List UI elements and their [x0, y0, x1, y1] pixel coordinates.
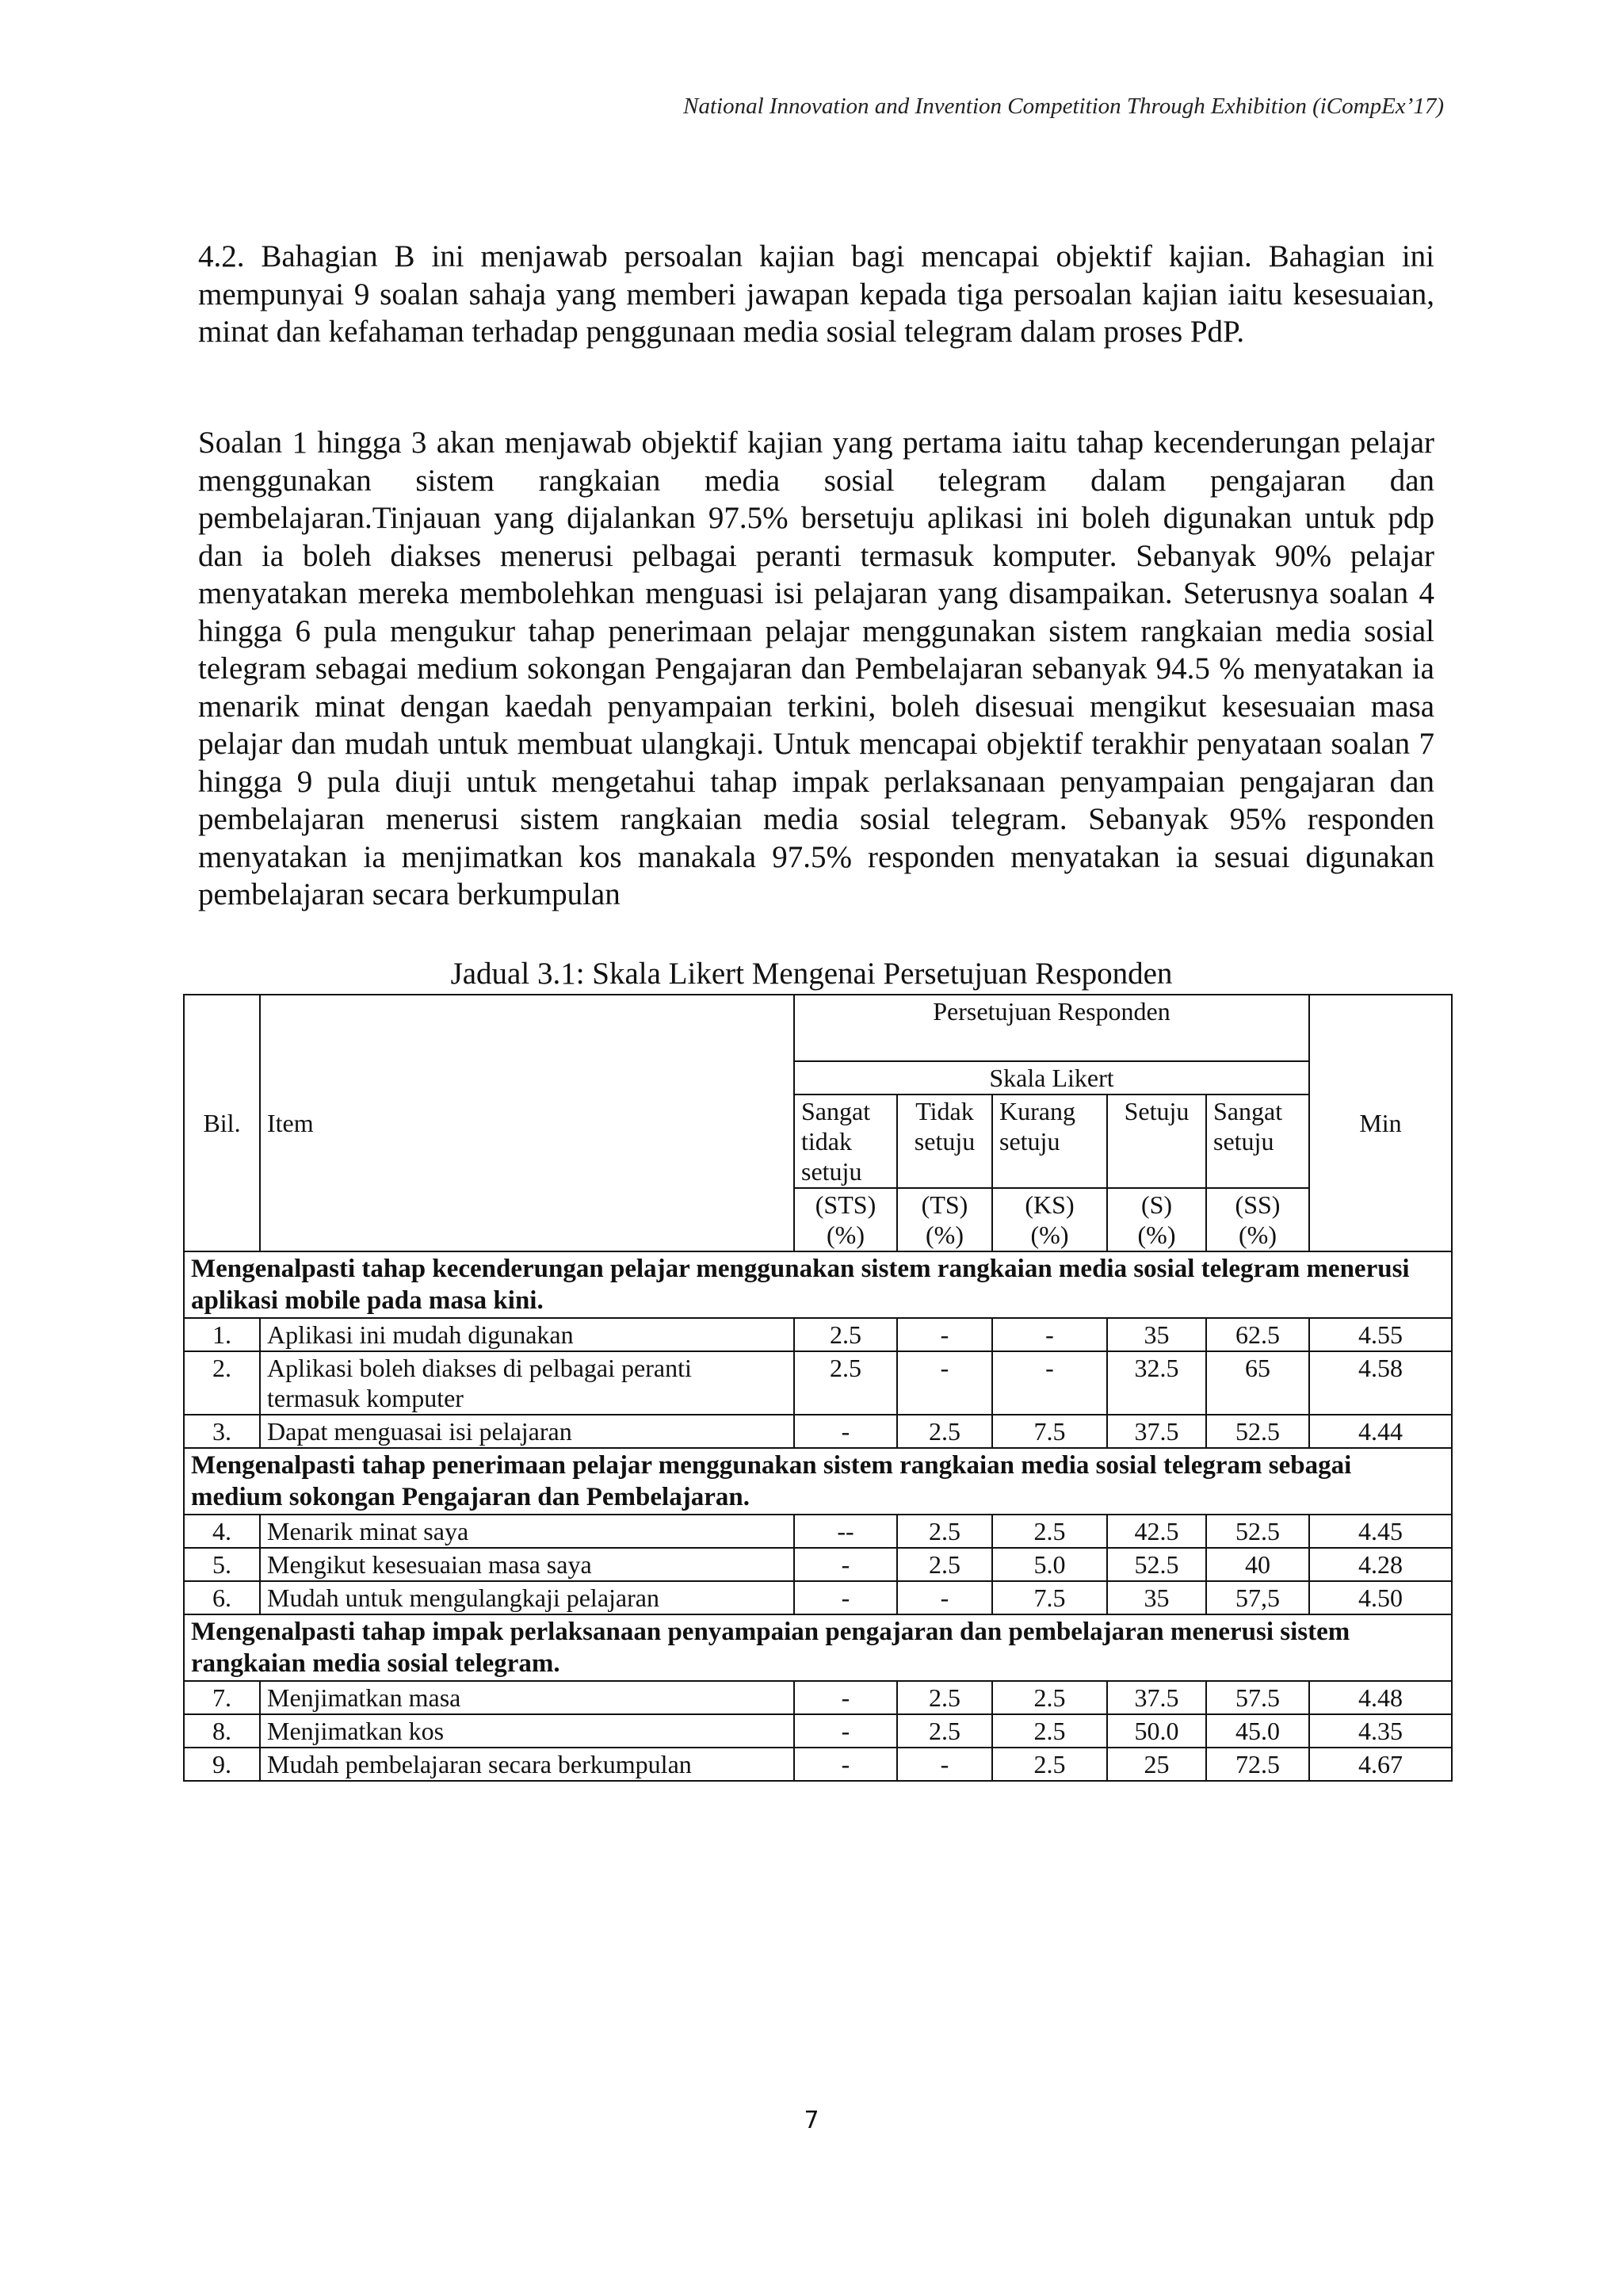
cell-ks: -	[992, 1318, 1107, 1351]
header-col-ks-abbr	[992, 1188, 1107, 1251]
cell-ts: -	[897, 1748, 992, 1781]
table-header-row-group	[184, 995, 1452, 1061]
cell-ks: 5.0	[992, 1548, 1107, 1581]
cell-s: 32.5	[1107, 1351, 1206, 1415]
unit-text: (%)	[1137, 1221, 1176, 1249]
cell-min: 4.35	[1309, 1714, 1452, 1748]
table-row	[184, 1748, 1452, 1781]
cell-ss: 57,5	[1206, 1581, 1309, 1614]
cell-ts: -	[897, 1581, 992, 1614]
table-caption: Jadual 3.1: Skala Likert Mengenai Persetujuan Responden	[450, 957, 1173, 991]
table-row	[184, 1548, 1452, 1581]
cell-min: 4.50	[1309, 1581, 1452, 1614]
cell-s: 35	[1107, 1581, 1206, 1614]
cell-ks: 2.5	[992, 1681, 1107, 1714]
section-row	[184, 1251, 1452, 1318]
abbr-text: (SS)	[1235, 1190, 1281, 1219]
cell-min: 4.67	[1309, 1748, 1452, 1781]
page-number: 7	[804, 2107, 819, 2134]
cell-item: Aplikasi boleh diakses di pelbagai peranti termasuk komputer	[260, 1351, 794, 1415]
header-item: Item	[260, 995, 794, 1251]
cell-ts: 2.5	[897, 1681, 992, 1714]
cell-sts: -	[794, 1548, 897, 1581]
cell-sts: -	[794, 1714, 897, 1748]
cell-item: Menarik minat saya	[260, 1515, 794, 1548]
table-row	[184, 1415, 1452, 1448]
cell-ks: 7.5	[992, 1581, 1107, 1614]
header-col-ks-label: Kurang setuju	[992, 1095, 1107, 1188]
cell-item: Dapat menguasai isi pelajaran	[260, 1415, 794, 1448]
cell-bil: 2.	[184, 1351, 260, 1415]
cell-bil: 4.	[184, 1515, 260, 1548]
cell-bil: 3.	[184, 1415, 260, 1448]
cell-ts: 2.5	[897, 1714, 992, 1748]
cell-s: 42.5	[1107, 1515, 1206, 1548]
unit-text: (%)	[827, 1221, 865, 1249]
cell-item: Menjimatkan masa	[260, 1681, 794, 1714]
header-col-ts-label: Tidak setuju	[897, 1095, 992, 1188]
likert-table	[183, 994, 1453, 1782]
cell-ss: 52.5	[1206, 1415, 1309, 1448]
header-col-ts-abbr	[897, 1188, 992, 1251]
section-title: Mengenalpasti tahap impak perlaksanaan penyampaian pengajaran dan pembelajaran menerusi sistem rangkaian media sosial telegram.	[184, 1614, 1452, 1681]
cell-sts: -	[794, 1748, 897, 1781]
cell-ss: 65	[1206, 1351, 1309, 1415]
table-row	[184, 1681, 1452, 1714]
table-row	[184, 1515, 1452, 1548]
cell-ks: 7.5	[992, 1415, 1107, 1448]
cell-ss: 62.5	[1206, 1318, 1309, 1351]
cell-ss: 52.5	[1206, 1515, 1309, 1548]
likert-table-body	[184, 995, 1452, 1781]
abbr-text: (TS)	[921, 1190, 968, 1219]
header-bil: Bil.	[184, 995, 260, 1251]
cell-s: 37.5	[1107, 1681, 1206, 1714]
cell-bil: 6.	[184, 1581, 260, 1614]
section-row	[184, 1614, 1452, 1681]
unit-text: (%)	[926, 1221, 964, 1249]
section-title: Mengenalpasti tahap penerimaan pelajar menggunakan sistem rangkaian media sosial telegram sebagai medium sokongan Pengajaran dan Pembelajaran.	[184, 1448, 1452, 1515]
unit-text: (%)	[1030, 1221, 1069, 1249]
cell-ss: 45.0	[1206, 1714, 1309, 1748]
cell-s: 25	[1107, 1748, 1206, 1781]
cell-bil: 5.	[184, 1548, 260, 1581]
cell-s: 52.5	[1107, 1548, 1206, 1581]
table-row	[184, 1714, 1452, 1748]
cell-item: Menjimatkan kos	[260, 1714, 794, 1748]
cell-min: 4.55	[1309, 1318, 1452, 1351]
paragraph-results-summary: Soalan 1 hingga 3 akan menjawab objektif kajian yang pertama iaitu tahap kecenderungan pelajar menggunakan sistem rangkaian media sosial telegram dalam pengajaran dan pembelajaran.Tinjauan yang dijalankan 97.5% bersetuju aplikasi ini boleh digunakan untuk pdp dan ia boleh diakses menerusi pelbagai peranti termasuk komputer. Sebanyak 90% pelajar menyatakan mereka membolehkan menguasi isi pelajaran yang disampaikan. Seterusnya soalan 4 hingga 6 pula mengukur tahap penerimaan pelajar menggunakan sistem rangkaian media sosial telegram sebagai medium sokongan Pengajaran dan Pembelajaran sebanyak 94.5 % menyatakan ia menarik minat dengan kaedah penyampaian terkini, boleh disesuai mengikut kesesuaian masa pelajar dan mudah untuk membuat ulangkaji. Untuk mencapai objektif terakhir penyataan soalan 7 hingga 9 pula diuji untuk mengetahui tahap impak perlaksanaan penyampaian pengajaran dan pembelajaran menerusi sistem rangkaian media sosial telegram. Sebanyak 95% responden menyatakan ia menjimatkan kos manakala 97.5% responden menyatakan ia sesuai digunakan pembelajaran secara berkumpulan	[198, 426, 1434, 911]
unit-text: (%)	[1239, 1221, 1277, 1249]
header-skala-likert: Skala Likert	[794, 1061, 1309, 1095]
cell-s: 50.0	[1107, 1714, 1206, 1748]
cell-ts: -	[897, 1351, 992, 1415]
section-row	[184, 1448, 1452, 1515]
cell-min: 4.48	[1309, 1681, 1452, 1714]
cell-min: 4.28	[1309, 1548, 1452, 1581]
cell-ks: 2.5	[992, 1515, 1107, 1548]
cell-sts: 2.5	[794, 1318, 897, 1351]
table-row	[184, 1318, 1452, 1351]
section-title: Mengenalpasti tahap kecenderungan pelajar menggunakan sistem rangkaian media sosial telegram menerusi aplikasi mobile pada masa kini.	[184, 1251, 1452, 1318]
cell-ks: 2.5	[992, 1748, 1107, 1781]
header-col-sts-abbr	[794, 1188, 897, 1251]
paragraph-section-4-2: 4.2. Bahagian B ini menjawab persoalan kajian bagi mencapai objektif kajian. Bahagian ini mempunyai 9 soalan sahaja yang memberi jawapan kepada tiga persoalan kajian iaitu kesesuaian, minat dan kefahaman terhadap penggunaan media sosial telegram dalam proses PdP.	[198, 239, 1434, 349]
cell-bil: 1.	[184, 1318, 260, 1351]
cell-s: 35	[1107, 1318, 1206, 1351]
header-min: Min	[1309, 995, 1452, 1251]
cell-sts: --	[794, 1515, 897, 1548]
cell-s: 37.5	[1107, 1415, 1206, 1448]
header-col-ss-abbr	[1206, 1188, 1309, 1251]
cell-ks: 2.5	[992, 1714, 1107, 1748]
header-col-s-abbr	[1107, 1188, 1206, 1251]
cell-ks: -	[992, 1351, 1107, 1415]
table-row	[184, 1581, 1452, 1614]
header-col-ss-label: Sangat setuju	[1206, 1095, 1309, 1188]
cell-sts: -	[794, 1415, 897, 1448]
cell-item: Aplikasi ini mudah digunakan	[260, 1318, 794, 1351]
cell-item: Mudah untuk mengulangkaji pelajaran	[260, 1581, 794, 1614]
running-header: National Innovation and Invention Competition Through Exhibition (iCompEx’17)	[683, 94, 1444, 119]
cell-sts: -	[794, 1581, 897, 1614]
header-col-sts-label: Sangat tidak setuju	[794, 1095, 897, 1188]
cell-ts: 2.5	[897, 1548, 992, 1581]
abbr-text: (S)	[1140, 1190, 1173, 1219]
cell-sts: -	[794, 1681, 897, 1714]
cell-min: 4.58	[1309, 1351, 1452, 1415]
cell-ts: -	[897, 1318, 992, 1351]
table-row	[184, 1351, 1452, 1415]
abbr-text: (STS)	[815, 1190, 876, 1219]
header-persetujuan: Persetujuan Responden	[794, 995, 1309, 1061]
cell-ts: 2.5	[897, 1415, 992, 1448]
cell-ss: 57.5	[1206, 1681, 1309, 1714]
cell-bil: 7.	[184, 1681, 260, 1714]
cell-sts: 2.5	[794, 1351, 897, 1415]
header-col-s-label: Setuju	[1107, 1095, 1206, 1188]
cell-item: Mudah pembelajaran secara berkumpulan	[260, 1748, 794, 1781]
cell-bil: 8.	[184, 1714, 260, 1748]
cell-item: Mengikut kesesuaian masa saya	[260, 1548, 794, 1581]
cell-ts: 2.5	[897, 1515, 992, 1548]
cell-ss: 40	[1206, 1548, 1309, 1581]
cell-ss: 72.5	[1206, 1748, 1309, 1781]
cell-bil: 9.	[184, 1748, 260, 1781]
cell-min: 4.45	[1309, 1515, 1452, 1548]
cell-min: 4.44	[1309, 1415, 1452, 1448]
abbr-text: (KS)	[1025, 1190, 1075, 1219]
